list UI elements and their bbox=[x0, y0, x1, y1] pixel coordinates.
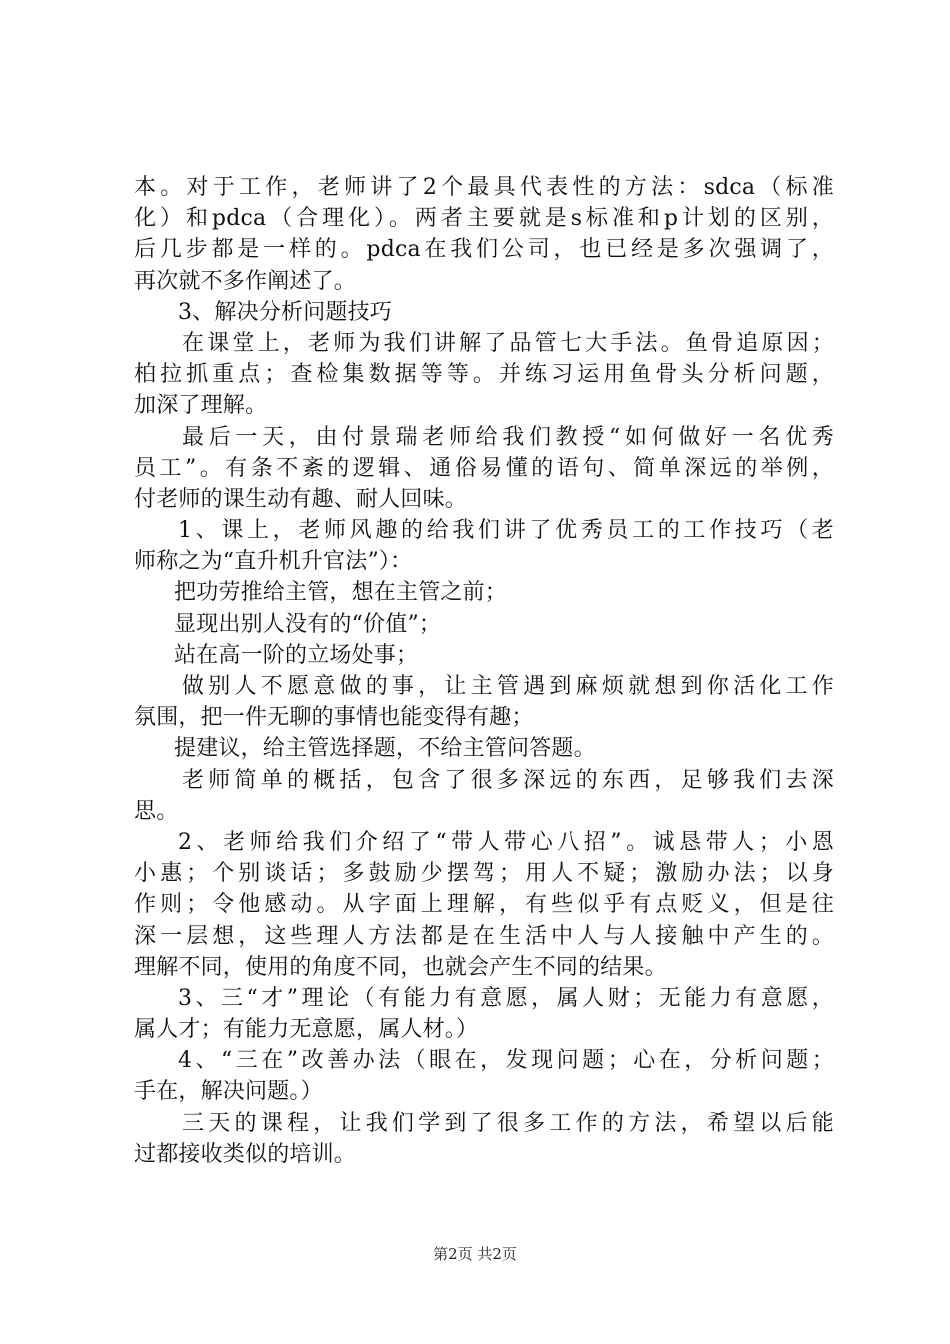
text-line: 师称之为“直升机升官法”）： bbox=[134, 549, 413, 575]
text-line: 员工”。有条不紊的逻辑、通俗易懂的语句、简单深远的举例， bbox=[134, 455, 834, 481]
text-line: 三天的课程，让我们学到了很多工作的方法，希望以后能 bbox=[182, 1110, 834, 1136]
list-item: 做别人不愿意做的事，让主管遇到麻烦就想到你活化工作 bbox=[182, 674, 834, 699]
text-line: 手在，解决问题。） bbox=[134, 1079, 323, 1105]
text-line: 1、课上，老师风趣的给我们讲了优秀员工的工作技巧（老 bbox=[178, 518, 834, 544]
text-line: 柏拉抓重点；查检集数据等等。并练习运用鱼骨头分析问题， bbox=[134, 362, 834, 388]
document-body bbox=[134, 172, 834, 1170]
text-line: 再次就不多作阐述了。 bbox=[134, 268, 357, 294]
text-line: 思。 bbox=[134, 798, 179, 824]
text-line: 本。对于工作，老师讲了2个最具代表性的方法：sdca（标准 bbox=[134, 175, 834, 200]
text-line: 3、三“才”理论（有能力有意愿，属人财；无能力有意愿， bbox=[178, 985, 834, 1011]
text-line: 老师简单的概括，包含了很多深远的东西，足够我们去深 bbox=[182, 767, 834, 793]
text-line: 付老师的课生动有趣、耐人回味。 bbox=[134, 486, 468, 512]
text-line: 化）和pdca（合理化）。两者主要就是s标准和p计划的区别， bbox=[134, 206, 834, 232]
text-line: 理解不同，使用的角度不同，也就会产生不同的结果。 bbox=[134, 954, 667, 980]
text-line: 加深了理解。 bbox=[134, 393, 268, 419]
text-line: 最后一天，由付景瑞老师给我们教授“如何做好一名优秀 bbox=[182, 424, 834, 450]
section-heading: 3、解决分析问题技巧 bbox=[178, 299, 392, 325]
text-line: 4、“三在”改善办法（眼在，发现问题；心在，分析问题； bbox=[178, 1048, 834, 1074]
text-line: 作则；令他感动。从字面上理解，有些似乎有点贬义，但是往 bbox=[134, 892, 834, 918]
page-number: 第2页 共2页 bbox=[433, 1245, 517, 1263]
text-line: 后几步都是一样的。pdca在我们公司，也已经是多次强调了， bbox=[134, 237, 834, 263]
text-line: 属人才；有能力无意愿，属人材。） bbox=[134, 1017, 479, 1043]
list-item: 把功劳推给主管，想在主管之前； bbox=[174, 580, 508, 606]
text-line: 小惠；个别谈话；多鼓励少摆驾；用人不疑；激励办法；以身 bbox=[134, 861, 834, 887]
text-line: 在课堂上，老师为我们讲解了品管七大手法。鱼骨追原因； bbox=[182, 330, 834, 356]
list-item: 提建议，给主管选择题，不给主管问答题。 bbox=[174, 736, 596, 762]
list-item: 显现出别人没有的“价值”； bbox=[174, 611, 442, 637]
text-line: 氛围，把一件无聊的事情也能变得有趣； bbox=[134, 705, 534, 731]
list-item: 站在高一阶的立场处事； bbox=[174, 642, 419, 668]
text-line: 过都接收类似的培训。 bbox=[134, 1141, 357, 1167]
text-line: 2、老师给我们介绍了“带人带心八招”。诚恳带人；小恩 bbox=[178, 829, 834, 855]
text-line: 深一层想，这些理人方法都是在生活中人与人接触中产生的。 bbox=[134, 923, 834, 949]
